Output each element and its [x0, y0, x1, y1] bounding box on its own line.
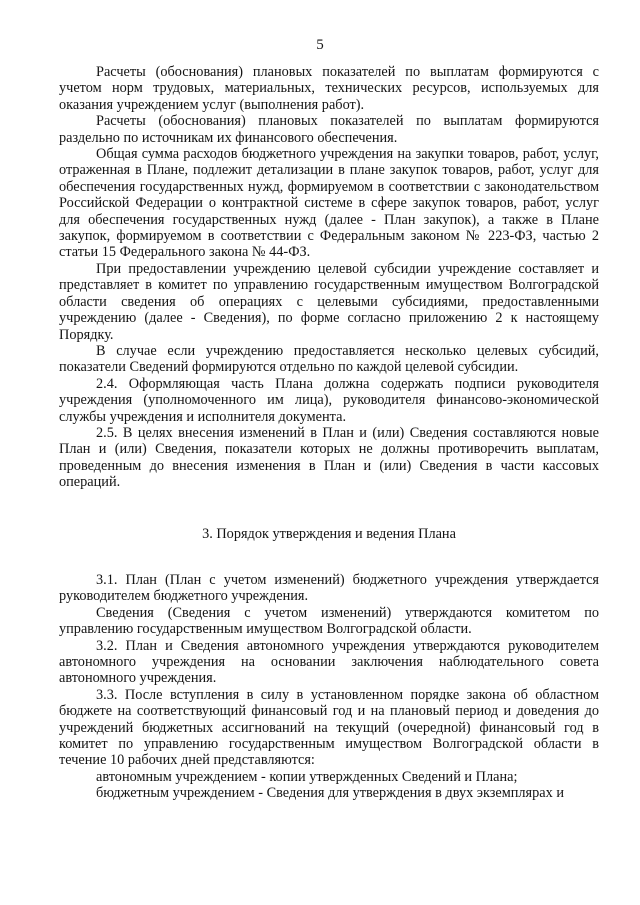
paragraph: 2.4. Оформляющая часть Плана должна содержать подписи руководителя учреждения (уполномоченного им лица), руководителя финансово-экономической службы учреждения и исполнителя документа. [59, 375, 599, 425]
page-number: 5 [316, 37, 324, 53]
section-heading: 3. Порядок утверждения и ведения Плана [202, 525, 456, 542]
paragraph: Сведения (Сведения с учетом изменений) утверждаются комитетом по управлению государственным имуществом Волгоградской области. [59, 604, 599, 638]
paragraph: 3.2. План и Сведения автономного учреждения утверждаются руководителем автономного учреждения на основании заключения наблюдательного совета автономного учреждения. [59, 637, 599, 687]
paragraph: Общая сумма расходов бюджетного учреждения на закупки товаров, работ, услуг, отраженная в Плане, подлежит детализации в плане закупок товаров, работ, услуг для обеспечения государственных нужд, формируемом в соответствии с законодательством Российской Федерации о контрактной системе в сфере закупок товаров, работ, услуг для обеспечения государственных нужд (далее - План закупок), а также в Плане закупок, формируемом в соответствии с Федеральным законом № 223-ФЗ, частью 2 статьи 15 Федерального закона № 44-ФЗ. [59, 146, 599, 261]
paragraph: 2.5. В целях внесения изменений в План и (или) Сведения составляются новые План и (или) Сведения, показатели которых не должны противоречить выплатам, проведенным до внесения изменения в План и (или) Сведения в части кассовых операций. [59, 424, 599, 491]
paragraph: В случае если учреждению предоставляется несколько целевых субсидий, показатели Сведений формируются отдельно по каждой целевой субсидии. [59, 342, 599, 376]
paragraph: бюджетным учреждением - Сведения для утверждения в двух экземплярах и [96, 785, 564, 802]
paragraph: Расчеты (обоснования) плановых показателей по выплатам формируются с учетом норм трудовых, материальных, технических ресурсов, используемых для оказания учреждением услуг (выполнения работ). [59, 64, 599, 113]
paragraph: 3.1. План (План с учетом изменений) бюджетного учреждения утверждается руководителем бюджетного учреждения. [59, 571, 599, 605]
paragraph: 3.3. После вступления в силу в установленном порядке закона об областном бюджете на соответствующий финансовый год и на плановый период и доведения до учреждений бюджетных ассигнований на текущий (очередной) финансовый год в комитет по управлению государственным имуществом Волгоградской области в течение 10 рабочих дней представляются: [59, 686, 599, 769]
paragraph: При предоставлении учреждению целевой субсидии учреждение составляет и представляет в комитет по управлению государственным имуществом Волгоградской области сведения об операциях с целевыми субсидиями, предоставленными учреждению (далее - Сведения), по форме согласно приложению 2 к настоящему Порядку. [59, 260, 599, 343]
paragraph: Расчеты (обоснования) плановых показателей по выплатам формируются раздельно по источникам их финансового обеспечения. [59, 113, 599, 146]
document-body [59, 64, 599, 802]
paragraph: автономным учреждением - копии утвержденных Сведений и Плана; [96, 768, 518, 785]
